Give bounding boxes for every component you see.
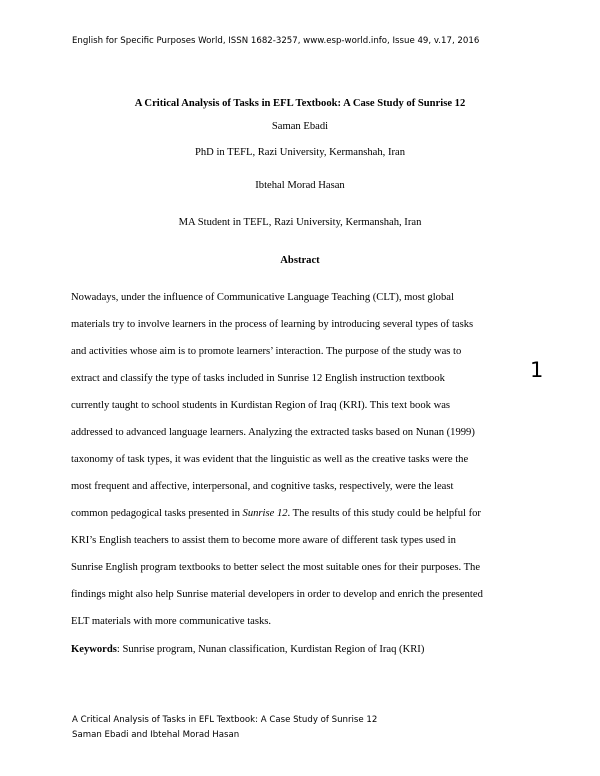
abstract-line: extract and classify the type of tasks included in Sunrise 12 English instruction textbook (71, 373, 445, 384)
author-affiliation-1: PhD in TEFL, Razi University, Kermanshah, Iran (194, 147, 406, 158)
author-affiliation-2: MA Student in TEFL, Razi University, Kermanshah, Iran (178, 217, 422, 228)
keywords (71, 641, 424, 659)
abstract-line: taxonomy of task types, it was evident that the linguistic as well as the creative tasks were the (71, 454, 469, 465)
abstract-text: . The results of this study could be helpful for (287, 508, 481, 519)
abstract-heading: Abstract (280, 255, 320, 266)
running-header: English for Specific Purposes World, ISSN 1682-3257, www.esp-world.info, Issue 49, v.17, 2016 (72, 36, 480, 46)
abstract-line: KRI’s English teachers to assist them to become more aware of different task types used in (71, 535, 456, 546)
abstract-line: ELT materials with more communicative tasks. (71, 616, 272, 627)
abstract-text: common pedagogical tasks presented in (71, 508, 243, 519)
abstract-line: materials try to involve learners in the process of learning by introducing several types of tasks (71, 319, 474, 330)
abstract-line: addressed to advanced language learners. Analyzing the extracted tasks based on Nunan (1999) (71, 427, 475, 438)
abstract-line (71, 505, 531, 532)
running-footer-title: A Critical Analysis of Tasks in EFL Textbook: A Case Study of Sunrise 12 (72, 715, 378, 725)
abstract-line: and activities whose aim is to promote learners’ interaction. The purpose of the study was to (71, 346, 462, 357)
author-name-2: Ibtehal Morad Hasan (255, 180, 345, 191)
running-footer-authors: Saman Ebadi and Ibtehal Morad Hasan (72, 730, 240, 740)
keywords-text: : Sunrise program, Nunan classification, Kurdistan Region of Iraq (KRI) (116, 644, 425, 655)
book-title-italic: Sunrise 12 (242, 508, 288, 519)
keywords-label: Keywords (71, 644, 117, 655)
abstract-line: currently taught to school students in Kurdistan Region of Iraq (KRI). This text book was (71, 400, 451, 411)
paper-title: A Critical Analysis of Tasks in EFL Textbook: A Case Study of Sunrise 12 (134, 98, 466, 109)
abstract-line: Nowadays, under the influence of Communicative Language Teaching (CLT), most global (71, 292, 454, 303)
abstract-line: findings might also help Sunrise material developers in order to develop and enrich the presented (71, 589, 483, 600)
abstract-line: most frequent and affective, interpersonal, and cognitive tasks, respectively, were the least (71, 481, 454, 492)
page-number: 1 (530, 358, 544, 382)
abstract-line: Sunrise English program textbooks to better select the most suitable ones for their purposes. The (71, 562, 481, 573)
abstract-body (71, 289, 531, 640)
author-name-1: Saman Ebadi (271, 121, 329, 132)
